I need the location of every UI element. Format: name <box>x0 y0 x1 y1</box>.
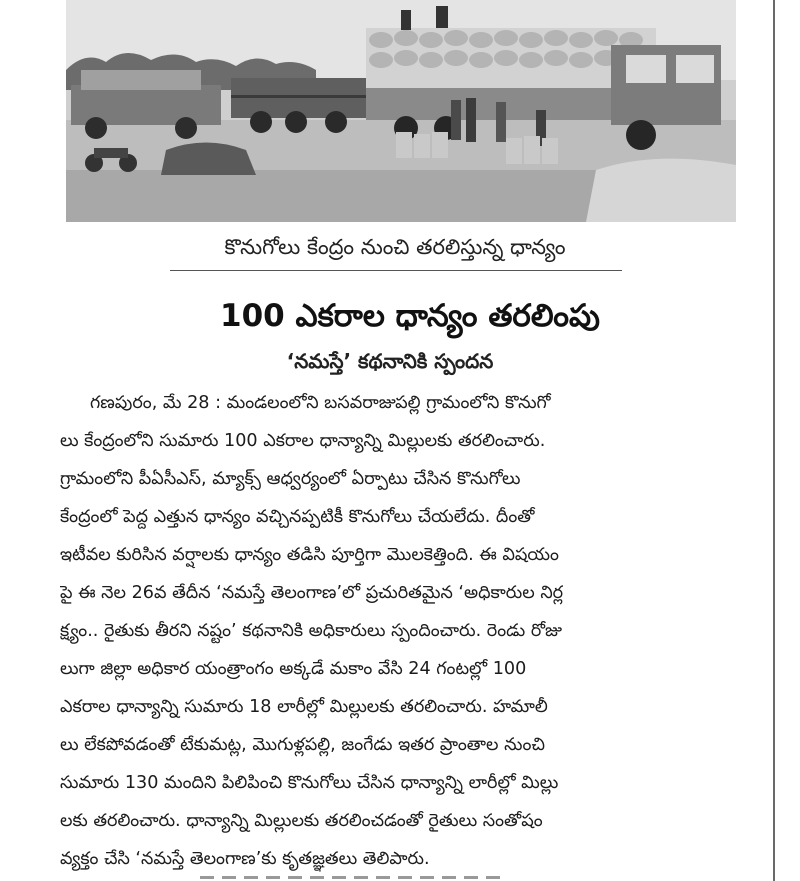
body-line: వ్యక్తం చేసి ‘నమస్తే తెలంగాణ’కు కృతజ్ఞతలు తెలిపారు. <box>60 849 430 869</box>
headline: 100 ఎకరాల ధాన్యం తరలింపు <box>220 298 600 334</box>
body-line: లు లేకపోవడంతో టేకుమట్ల, మొగుళ్లపల్లి, జంగేడు ఇతర ప్రాంతాల నుంచి <box>60 735 545 755</box>
photo-caption: కొనుగోలు కేంద్రం నుంచి తరలిస్తున్న ధాన్యం <box>224 235 566 259</box>
body-line: ఎకరాల ధాన్యాన్ని సుమారు 18 లారీల్లో మిల్లులకు తరలించారు. హమాలీ <box>60 697 548 717</box>
cropped-next-line <box>200 868 500 881</box>
news-photo-grain-trucks <box>66 0 736 222</box>
body-line: పై ఈ నెల 26వ తేదీన ‘నమస్తే తెలంగాణ’లో ప్రచురితమైన ‘అధికారుల నిర్ల <box>60 583 564 603</box>
body-line: క్ష్యం.. రైతుకు తీరని నష్టం’ కథనానికి అధికారులు స్పందించారు. రెండు రోజు <box>60 621 562 641</box>
body-line: గణపురం, మే 28 : మండలంలోని బసవరాజుపల్లి గ్రామంలోని కొనుగో <box>90 393 551 413</box>
body-line: లుగా జిల్లా అధికార యంత్రాంగం అక్కడే మకాం వేసి 24 గంటల్లో 100 <box>60 659 527 679</box>
body-line: లకు తరలించారు. ధాన్యాన్ని మిల్లులకు తరలించడంతో రైతులు సంతోషం <box>60 811 543 831</box>
subheadline: ‘నమస్తే’ కథనానికి స్పందన <box>286 349 494 373</box>
article-body <box>60 384 750 878</box>
body-line: సుమారు 130 మందిని పిలిపించి కొనుగోలు చేసిన ధాన్యాన్ని లారీల్లో మిల్లు <box>60 773 559 793</box>
body-line: ఇటీవల కురిసిన వర్షాలకు ధాన్యం తడిసి పూర్తిగా మొలకెత్తింది. ఈ విషయం <box>60 545 559 565</box>
body-line: గ్రామంలోని పీఏసీఎస్, మ్యాక్స్ ఆధ్వర్యంలో ఏర్పాటు చేసిన కొనుగోలు <box>60 469 521 489</box>
caption-divider <box>170 270 622 271</box>
body-line: లు కేంద్రంలోని సుమారు 100 ఎకరాల ధాన్యాన్ని మిల్లులకు తరలించారు. <box>60 431 546 451</box>
body-line: కేంద్రంలో పెద్ద ఎత్తున ధాన్యం వచ్చినప్పటికీ కొనుగోలు చేయలేదు. దీంతో <box>60 507 535 527</box>
column-divider <box>773 0 775 881</box>
